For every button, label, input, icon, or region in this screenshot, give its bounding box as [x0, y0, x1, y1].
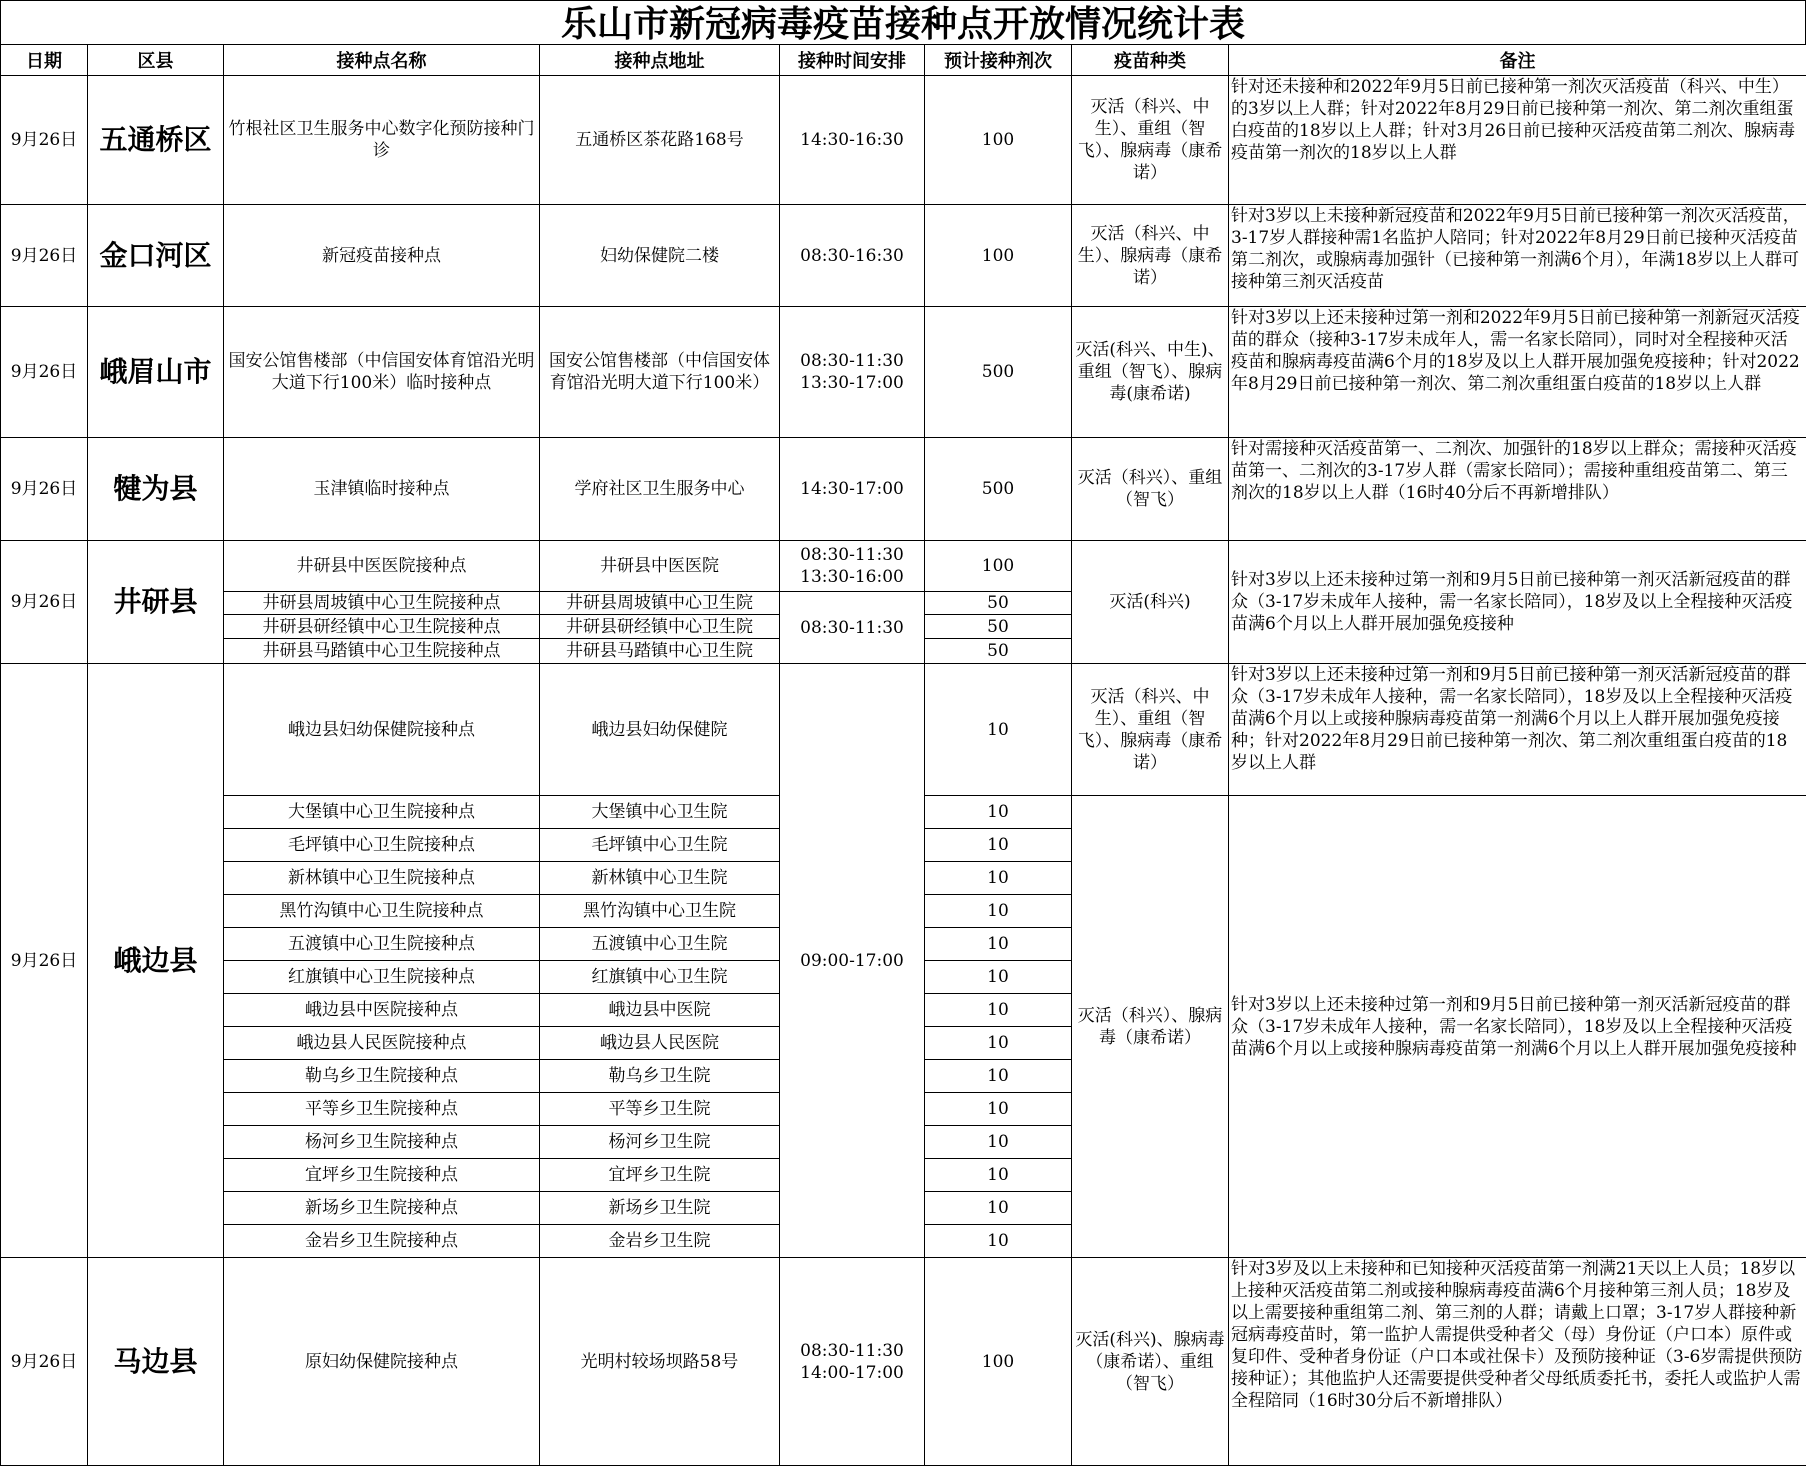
address-cell: 新场乡卫生院 — [540, 1192, 780, 1225]
doses-cell: 10 — [925, 1192, 1072, 1225]
date-cell: 9月26日 — [1, 307, 88, 438]
time-cell: 09:00-17:00 — [780, 664, 925, 1258]
doses-cell: 10 — [925, 1126, 1072, 1159]
site-cell: 五渡镇中心卫生院接种点 — [224, 928, 540, 961]
date-cell: 9月26日 — [1, 541, 88, 664]
site-cell: 峨边县人民医院接种点 — [224, 1027, 540, 1060]
header-address: 接种点地址 — [540, 45, 780, 76]
doses-cell: 10 — [925, 796, 1072, 829]
county-cell: 犍为县 — [88, 438, 224, 541]
time-cell: 08:30-16:30 — [780, 205, 925, 307]
site-cell: 宜坪乡卫生院接种点 — [224, 1159, 540, 1192]
address-cell: 红旗镇中心卫生院 — [540, 961, 780, 994]
doses-cell: 500 — [925, 438, 1072, 541]
doses-cell: 100 — [925, 205, 1072, 307]
site-cell: 勒乌乡卫生院接种点 — [224, 1060, 540, 1093]
address-cell: 峨边县妇幼保健院 — [540, 664, 780, 796]
note-cell: 针对3岁以上还未接种过第一剂和9月5日前已接种第一剂灭活新冠疫苗的群众（3-17岁未成年人接种，需一名家长陪同），18岁及以上全程接种灭活疫苗满6个月以上人群开展加强免疫接种 — [1229, 541, 1806, 664]
time-cell: 08:30-11:30 — [780, 592, 925, 664]
note-cell: 针对3岁以上还未接种过第一剂和9月5日前已接种第一剂灭活新冠疫苗的群众（3-17岁未成年人接种，需一名家长陪同），18岁及以上全程接种灭活疫苗满6个月以上或接种腺病毒疫苗第一剂满6个月以上人群开展加强免疫接种 — [1229, 796, 1806, 1258]
doses-cell: 10 — [925, 1060, 1072, 1093]
county-cell: 峨眉山市 — [88, 307, 224, 438]
time-cell: 14:30-17:00 — [780, 438, 925, 541]
header-site: 接种点名称 — [224, 45, 540, 76]
vaccination-table — [0, 44, 1806, 1466]
date-cell: 9月26日 — [1, 664, 88, 1258]
site-cell: 井研县研经镇中心卫生院接种点 — [224, 615, 540, 639]
header-date: 日期 — [1, 45, 88, 76]
site-cell: 原妇幼保健院接种点 — [224, 1258, 540, 1466]
table-row — [1, 438, 1806, 541]
table-row — [1, 205, 1806, 307]
doses-cell: 10 — [925, 994, 1072, 1027]
doses-cell: 10 — [925, 928, 1072, 961]
address-cell: 井研县马踏镇中心卫生院 — [540, 639, 780, 664]
address-cell: 宜坪乡卫生院 — [540, 1159, 780, 1192]
time-cell: 14:30-16:30 — [780, 76, 925, 205]
doses-cell: 500 — [925, 307, 1072, 438]
site-cell: 毛坪镇中心卫生院接种点 — [224, 829, 540, 862]
note-cell: 针对需接种灭活疫苗第一、二剂次、加强针的18岁以上群众；需接种灭活疫苗第一、二剂次的3-17岁人群（需家长陪同）；需接种重组疫苗第二、第三剂次的18岁以上人群（16时40分后不再新增排队） — [1229, 438, 1806, 541]
doses-cell: 50 — [925, 639, 1072, 664]
date-cell: 9月26日 — [1, 1258, 88, 1466]
address-cell: 妇幼保健院二楼 — [540, 205, 780, 307]
vaccine-cell: 灭活（科兴）、腺病毒（康希诺） — [1072, 796, 1229, 1258]
site-cell: 井研县中医医院接种点 — [224, 541, 540, 592]
address-cell: 光明村较场坝路58号 — [540, 1258, 780, 1466]
address-cell: 五渡镇中心卫生院 — [540, 928, 780, 961]
vaccine-cell: 灭活（科兴、中生）、重组（智飞）、腺病毒（康希诺） — [1072, 76, 1229, 205]
site-cell: 新林镇中心卫生院接种点 — [224, 862, 540, 895]
table-row — [1, 76, 1806, 205]
vaccine-cell: 灭活（科兴、中生）、腺病毒（康希诺） — [1072, 205, 1229, 307]
doses-cell: 10 — [925, 961, 1072, 994]
address-cell: 学府社区卫生服务中心 — [540, 438, 780, 541]
doses-cell: 100 — [925, 76, 1072, 205]
address-cell: 金岩乡卫生院 — [540, 1225, 780, 1258]
page-title: 乐山市新冠病毒疫苗接种点开放情况统计表 — [0, 0, 1806, 44]
date-cell: 9月26日 — [1, 76, 88, 205]
doses-cell: 50 — [925, 592, 1072, 615]
site-cell: 红旗镇中心卫生院接种点 — [224, 961, 540, 994]
county-cell: 五通桥区 — [88, 76, 224, 205]
vaccine-cell: 灭活（科兴）、重组（智飞） — [1072, 438, 1229, 541]
site-cell: 井研县马踏镇中心卫生院接种点 — [224, 639, 540, 664]
time-cell: 08:30-11:30 13:30-17:00 — [780, 307, 925, 438]
date-cell: 9月26日 — [1, 438, 88, 541]
vaccine-cell: 灭活(科兴、中生)、重组（智飞）、腺病毒(康希诺) — [1072, 307, 1229, 438]
address-cell: 大堡镇中心卫生院 — [540, 796, 780, 829]
address-cell: 毛坪镇中心卫生院 — [540, 829, 780, 862]
address-cell: 杨河乡卫生院 — [540, 1126, 780, 1159]
county-cell: 峨边县 — [88, 664, 224, 1258]
site-cell: 峨边县妇幼保健院接种点 — [224, 664, 540, 796]
table-row — [1, 664, 1806, 796]
doses-cell: 10 — [925, 1225, 1072, 1258]
site-cell: 金岩乡卫生院接种点 — [224, 1225, 540, 1258]
doses-cell: 10 — [925, 1093, 1072, 1126]
site-cell: 峨边县中医院接种点 — [224, 994, 540, 1027]
address-cell: 峨边县中医院 — [540, 994, 780, 1027]
address-cell: 黑竹沟镇中心卫生院 — [540, 895, 780, 928]
site-cell: 新场乡卫生院接种点 — [224, 1192, 540, 1225]
doses-cell: 100 — [925, 541, 1072, 592]
table-row — [1, 541, 1806, 592]
date-cell: 9月26日 — [1, 205, 88, 307]
doses-cell: 10 — [925, 664, 1072, 796]
address-cell: 新林镇中心卫生院 — [540, 862, 780, 895]
table-row — [1, 307, 1806, 438]
address-cell: 井研县周坡镇中心卫生院 — [540, 592, 780, 615]
site-cell: 杨河乡卫生院接种点 — [224, 1126, 540, 1159]
time-cell: 08:30-11:30 13:30-16:00 — [780, 541, 925, 592]
doses-cell: 10 — [925, 862, 1072, 895]
doses-cell: 50 — [925, 615, 1072, 639]
site-cell: 新冠疫苗接种点 — [224, 205, 540, 307]
doses-cell: 10 — [925, 1027, 1072, 1060]
site-cell: 玉津镇临时接种点 — [224, 438, 540, 541]
county-cell: 井研县 — [88, 541, 224, 664]
site-cell: 井研县周坡镇中心卫生院接种点 — [224, 592, 540, 615]
note-cell: 针对3岁以上未接种新冠疫苗和2022年9月5日前已接种第一剂次灭活疫苗，3-17岁人群接种需1名监护人陪同；针对2022年8月29日前已接种灭活疫苗第二剂次，或腺病毒加强针（已接种第一剂满6个月），年满18岁以上人群可接种第三剂灭活疫苗 — [1229, 205, 1806, 307]
address-cell: 峨边县人民医院 — [540, 1027, 780, 1060]
table-row — [1, 1258, 1806, 1466]
address-cell: 井研县中医医院 — [540, 541, 780, 592]
county-cell: 马边县 — [88, 1258, 224, 1466]
vaccine-cell: 灭活(科兴) — [1072, 541, 1229, 664]
header-time: 接种时间安排 — [780, 45, 925, 76]
county-cell: 金口河区 — [88, 205, 224, 307]
site-cell: 国安公馆售楼部（中信国安体育馆沿光明大道下行100米）临时接种点 — [224, 307, 540, 438]
doses-cell: 100 — [925, 1258, 1072, 1466]
time-cell: 08:30-11:30 14:00-17:00 — [780, 1258, 925, 1466]
note-cell: 针对3岁以上还未接种过第一剂和9月5日前已接种第一剂灭活新冠疫苗的群众（3-17岁未成年人接种，需一名家长陪同），18岁及以上全程接种灭活疫苗满6个月以上或接种腺病毒疫苗第一剂满6个月以上人群开展加强免疫接种；针对2022年8月29日前已接种第一剂次、第二剂次重组蛋白疫苗的18岁以上人群 — [1229, 664, 1806, 796]
header-row — [1, 45, 1806, 76]
note-cell: 针对还未接种和2022年9月5日前已接种第一剂次灭活疫苗（科兴、中生）的3岁以上人群；针对2022年8月29日前已接种第一剂次、第二剂次重组蛋白疫苗的18岁以上人群；针对3月26日前已接种灭活疫苗第二剂次、腺病毒疫苗第一剂次的18岁以上人群 — [1229, 76, 1806, 205]
site-cell: 大堡镇中心卫生院接种点 — [224, 796, 540, 829]
header-doses: 预计接种剂次 — [925, 45, 1072, 76]
header-note: 备注 — [1229, 45, 1806, 76]
vaccine-cell: 灭活（科兴、中生）、重组（智飞）、腺病毒（康希诺） — [1072, 664, 1229, 796]
note-cell: 针对3岁及以上未接种和已知接种灭活疫苗第一剂满21天以上人员；18岁以上接种灭活疫苗第二剂或接种腺病毒疫苗满6个月接种第三剂人员；18岁及以上需要接种重组第二剂、第三剂的人群；请戴上口罩；3-17岁人群接种新冠病毒疫苗时，第一监护人需提供受种者父（母）身份证（户口本）原件或复印件、受种者身份证（户口本或社保卡）及预防接种证（3-6岁需提供预防接种证）；其他监护人还需要提供受种者父母纸质委托书，委托人或监护人需全程陪同（16时30分后不新增排队） — [1229, 1258, 1806, 1466]
address-cell: 井研县研经镇中心卫生院 — [540, 615, 780, 639]
address-cell: 勒乌乡卫生院 — [540, 1060, 780, 1093]
doses-cell: 10 — [925, 829, 1072, 862]
address-cell: 国安公馆售楼部（中信国安体育馆沿光明大道下行100米） — [540, 307, 780, 438]
address-cell: 五通桥区茶花路168号 — [540, 76, 780, 205]
doses-cell: 10 — [925, 1159, 1072, 1192]
site-cell: 平等乡卫生院接种点 — [224, 1093, 540, 1126]
site-cell: 竹根社区卫生服务中心数字化预防接种门诊 — [224, 76, 540, 205]
vaccine-cell: 灭活(科兴)、腺病毒（康希诺）、重组（智飞） — [1072, 1258, 1229, 1466]
address-cell: 平等乡卫生院 — [540, 1093, 780, 1126]
header-vaccine: 疫苗种类 — [1072, 45, 1229, 76]
site-cell: 黑竹沟镇中心卫生院接种点 — [224, 895, 540, 928]
note-cell: 针对3岁以上还未接种过第一剂和2022年9月5日前已接种第一剂新冠灭活疫苗的群众（接种3-17岁未成年人，需一名家长陪同），同时对全程接种灭活疫苗和腺病毒疫苗满6个月的18岁及以上人群开展加强免疫接种；针对2022年8月29日前已接种第一剂次、第二剂次重组蛋白疫苗的18岁以上人群 — [1229, 307, 1806, 438]
header-county: 区县 — [88, 45, 224, 76]
doses-cell: 10 — [925, 895, 1072, 928]
